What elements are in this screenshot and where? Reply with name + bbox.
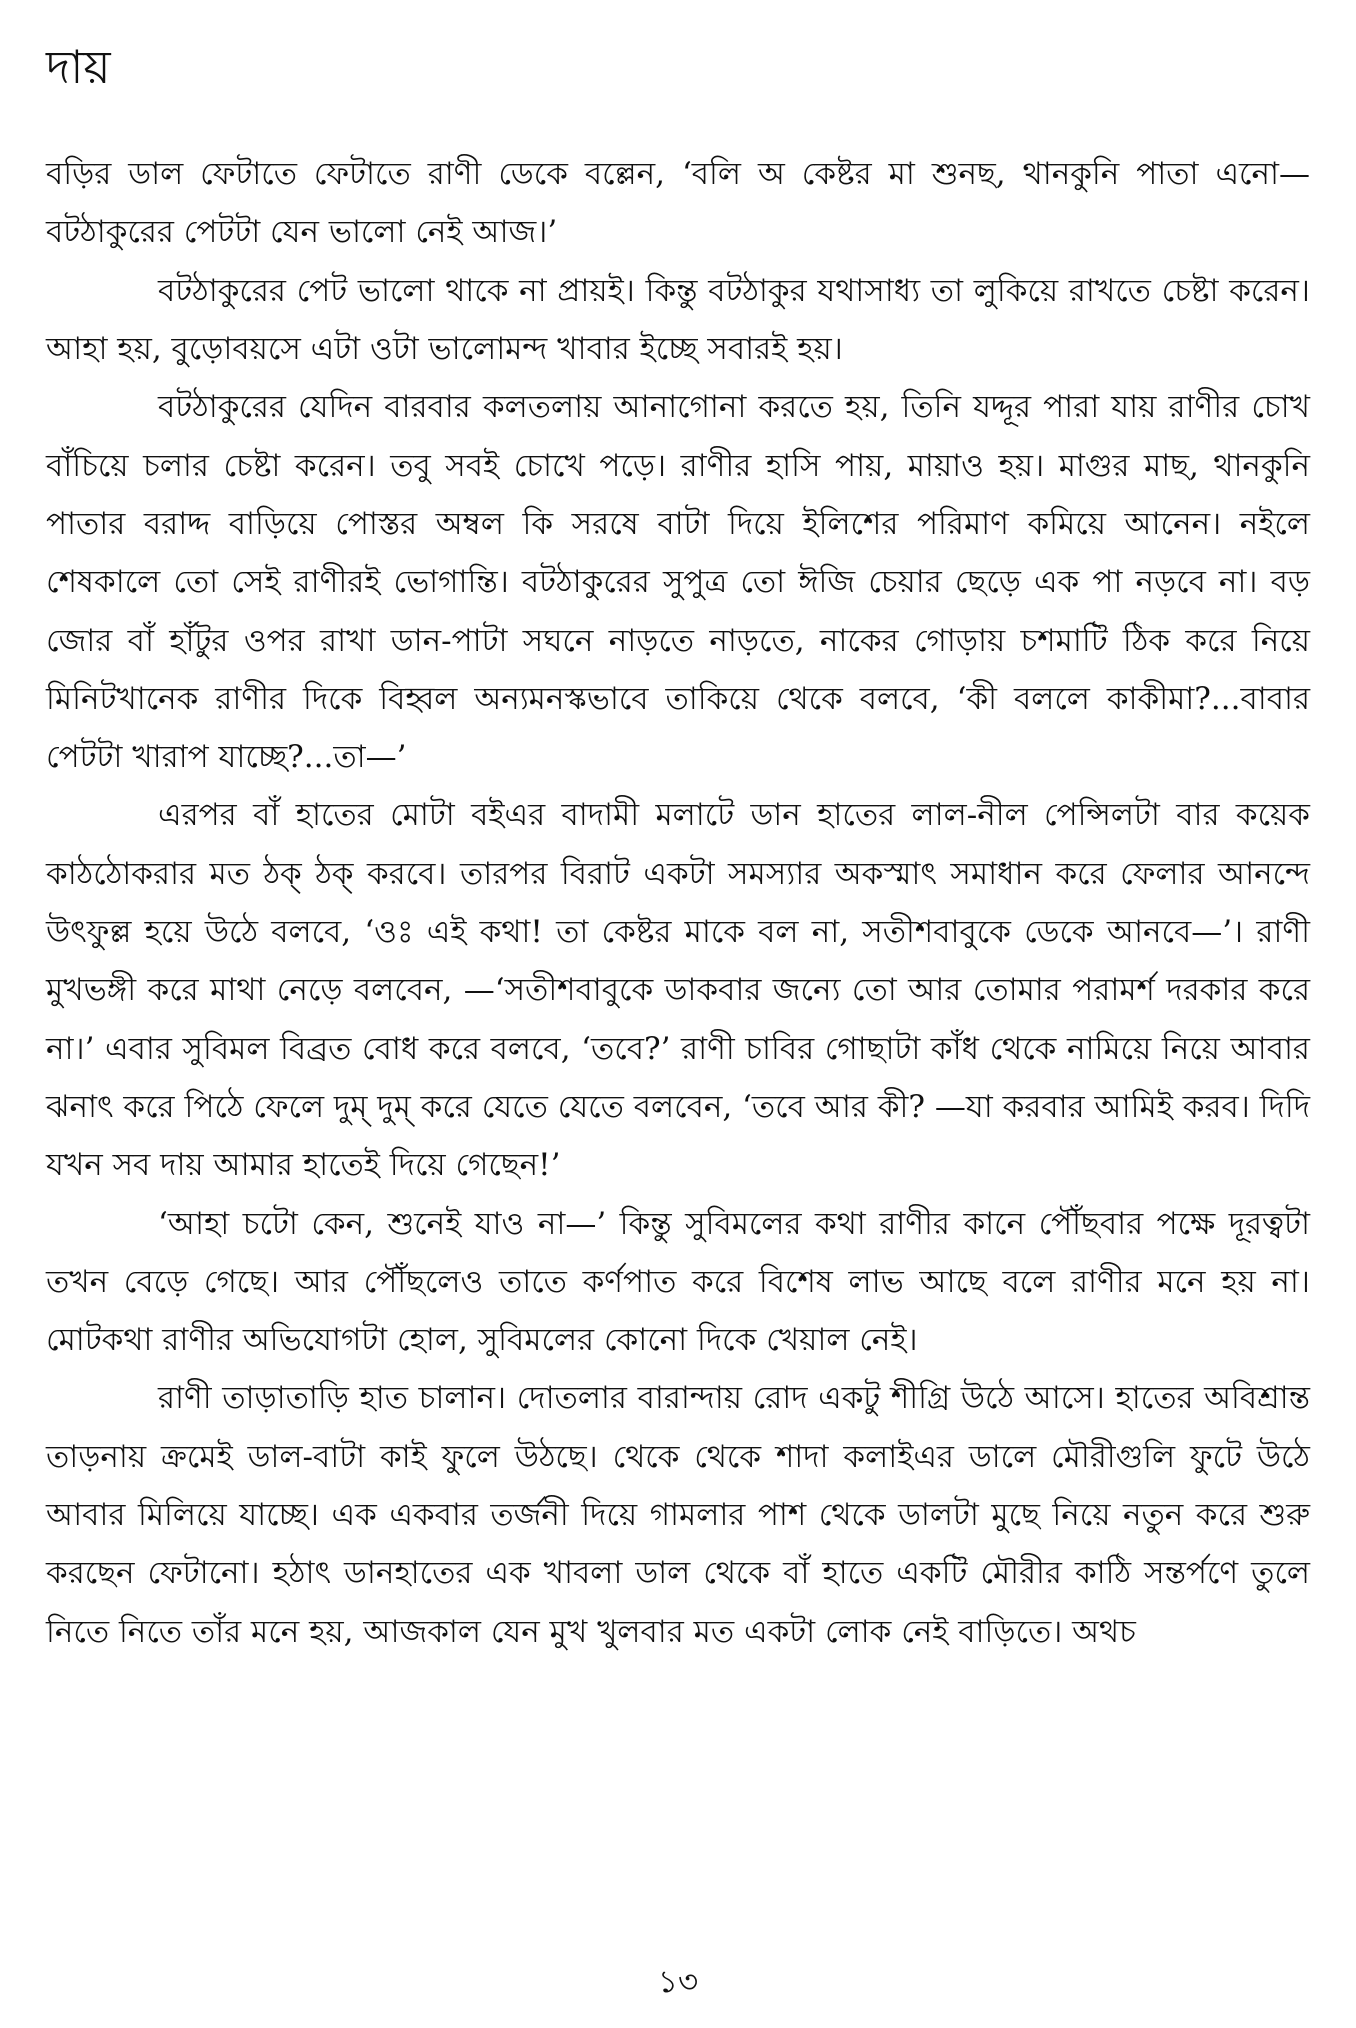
paragraph-4: এরপর বাঁ হাতের মোটা বইএর বাদামী মলাটে ডান হাতের লাল-নীল পেন্সিলটা বার কয়েক কাঠঠোকরার মত ঠক্ ঠক্ করবে। তারপর বিরাট একটা সমস্যার অকস্মাৎ সমাধান করে ফেলার আনন্দে উৎফুল্ল হয়ে উঠে বলবে, ‘ওঃ এই কথা! তা কেষ্টর মাকে বল না, সতীশবাবুকে ডেকে আনবে—’। রাণী মুখভঙ্গী করে মাথা নেড়ে বলবেন, —‘সতীশবাবুকে ডাকবার জন্যে তো আর তোমার পরামর্শ দরকার করে না।’ এবার সুবিমল বিব্রত বোধ করে বলবে, ‘তবে?’ রাণী চাবির গোছাটা কাঁধ থেকে নামিয়ে নিয়ে আবার ঝনাৎ করে পিঠে ফেলে দুম্ দুম্ করে যেতে যেতে বলবেন, ‘তবে আর কী? —যা করবার আমিই করব। দিদি যখন সব দায় আমার হাতেই দিয়ে গেছেন!’ xyxy=(46,797,1310,1184)
story-body xyxy=(46,145,1310,1661)
paragraph-2: বটঠাকুরের পেট ভালো থাকে না প্রায়ই। কিন্তু বটঠাকুর যথাসাধ্য তা লুকিয়ে রাখতে চেষ্টা করেন। আহা হয়, বুড়োবয়সে এটা ওটা ভালোমন্দ খাবার ইচ্ছে সবারই হয়। xyxy=(46,272,1310,368)
paragraph-6: রাণী তাড়াতাড়ি হাত চালান। দোতলার বারান্দায় রোদ একটু শীগ্রি উঠে আসে। হাতের অবিশ্রান্ত তাড়নায় ক্রমেই ডাল-বাটা কাই ফুলে উঠছে। থেকে থেকে শাদা কলাইএর ডালে মৌরীগুলি ফুটে উঠে আবার মিলিয়ে যাচ্ছে। এক একবার তর্জনী দিয়ে গামলার পাশ থেকে ডালটা মুছে নিয়ে নতুন করে শুরু করছেন ফেটানো। হঠাৎ ডানহাতের এক খাবলা ডাল থেকে বাঁ হাতে একটি মৌরীর কাঠি সন্তর্পণে তুলে নিতে নিতে তাঁর মনে হয়, আজকাল যেন মুখ খুলবার মত একটা লোক নেই বাড়িতে। অথচ xyxy=(46,1380,1310,1650)
page-title: দায় xyxy=(46,40,111,94)
page-number: ১৩ xyxy=(657,1964,699,2000)
paragraph-1: বড়ির ডাল ফেটাতে ফেটাতে রাণী ডেকে বল্লেন, ‘বলি অ কেষ্টর মা শুনছ, থানকুনি পাতা এনো—বটঠাকুরের পেটটা যেন ভালো নেই আজ।’ xyxy=(46,156,1310,251)
paragraph-3: বটঠাকুরের যেদিন বারবার কলতলায় আনাগোনা করতে হয়, তিনি যদ্দূর পারা যায় রাণীর চোখ বাঁচিয়ে চলার চেষ্টা করেন। তবু সবই চোখে পড়ে। রাণীর হাসি পায়, মায়াও হয়। মাগুর মাছ, থানকুনি পাতার বরাদ্দ বাড়িয়ে পোস্তর অম্বল কি সরষে বাটা দিয়ে ইলিশের পরিমাণ কমিয়ে আনেন। নইলে শেষকালে তো সেই রাণীরই ভোগান্তি। বটঠাকুরের সুপুত্র তো ঈজি চেয়ার ছেড়ে এক পা নড়বে না। বড় জোর বাঁ হাঁটুর ওপর রাখা ডান-পাটা সঘনে নাড়তে নাড়তে, নাকের গোড়ায় চশমাটি ঠিক করে নিয়ে মিনিটখানেক রাণীর দিকে বিহ্বল অন্যমনস্কভাবে তাকিয়ে থেকে বলবে, ‘কী বললে কাকীমা?...বাবার পেটটা খারাপ যাচ্ছে?...তা—’ xyxy=(46,389,1310,776)
paragraph-5: ‘আহা চটো কেন, শুনেই যাও না—’ কিন্তু সুবিমলের কথা রাণীর কানে পৌঁছবার পক্ষে দূরত্বটা তখন বেড়ে গেছে। আর পৌঁছলেও তাতে কর্ণপাত করে বিশেষ লাভ আছে বলে রাণীর মনে হয় না। মোটকথা রাণীর অভিযোগটা হোল, সুবিমলের কোনো দিকে খেয়াল নেই। xyxy=(46,1205,1310,1359)
